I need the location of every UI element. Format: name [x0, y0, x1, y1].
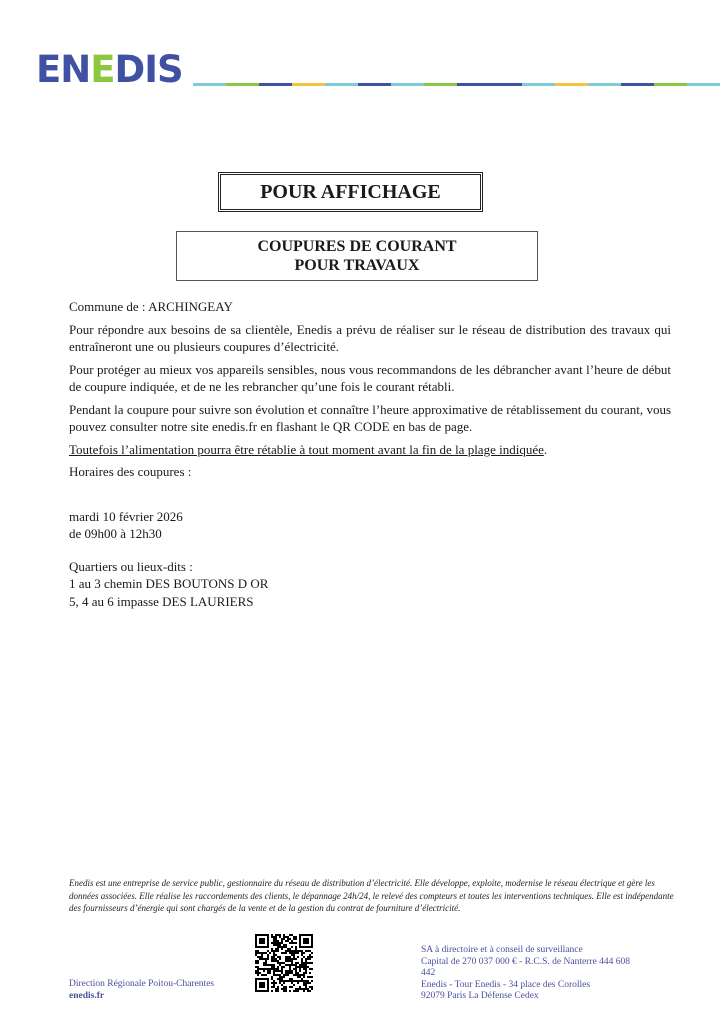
- legal-line: Capital de 270 037 000 € - R.C.S. de Nanterre 444 608 442: [421, 956, 630, 978]
- footer-direction-block: [69, 979, 249, 1002]
- rule-segment: [259, 83, 292, 86]
- rule-segment: [522, 83, 555, 86]
- rule-segment: [424, 83, 457, 86]
- subtitle-box: [176, 231, 538, 281]
- outage-date: mardi 10 février 2026: [69, 508, 183, 524]
- warning-text: Toutefois l’alimentation pourra être rétablie à tout moment avant la fin de la plage indiquée: [69, 441, 544, 457]
- rule-segment: [621, 83, 654, 86]
- warning-punct: .: [543, 441, 548, 457]
- footer-about: Enedis est une entreprise de service public, gestionnaire du réseau de distribution d’électricité. Elle développe, exploite, modernise le réseau électrique et gère les données associées. Elle réalise les raccordements des clients, le dépannage 24h/24, le relevé des compteurs et toutes les interventions techniques. Elle est indépendante des fournisseurs d’énergie qui sont chargés de la vente et de la gestion du contrat de fourniture d’électricité.: [69, 878, 674, 913]
- outage-time: de 09h00 à 12h30: [69, 526, 162, 541]
- warning: [69, 441, 671, 459]
- rule-segment: [654, 83, 687, 86]
- commune: Commune de : ARCHINGEAY: [69, 299, 233, 314]
- footer-site-link[interactable]: enedis.fr: [69, 990, 105, 1001]
- subtitle-line: POUR TRAVAUX: [294, 257, 420, 274]
- enedis-logo: [36, 48, 183, 91]
- footer-legal: [421, 945, 636, 1003]
- rule-segment: [555, 83, 588, 86]
- rule-segment: [489, 83, 522, 86]
- rule-segment: [193, 83, 226, 86]
- page-title: POUR AFFICHAGE: [218, 172, 483, 212]
- paragraph-advice: Pour protéger au mieux vos appareils sensibles, nous vous recommandons de les débrancher avant l’heure de début de coupure indiquée, et de ne les rebrancher qu’une fois le courant rétabli.: [69, 361, 671, 394]
- logo-text: DIS: [114, 48, 183, 91]
- rule-segment: [226, 83, 259, 86]
- legal-line: SA à directoire et à conseil de surveillance: [421, 945, 583, 955]
- legal-line: Enedis - Tour Enedis - 34 place des Corolles: [421, 979, 591, 990]
- rule-segment: [391, 83, 424, 86]
- logo-text: EN: [36, 48, 91, 91]
- rule-segment: [687, 83, 720, 86]
- paragraph-tracking: Pendant la coupure pour suivre son évolution et connaître l’heure approximative de rétablissement du courant, vous pouvez consulter notre site enedis.fr en flashant le QR CODE en bas de page.: [69, 401, 671, 434]
- header-color-rule: [193, 83, 720, 86]
- rule-segment: [457, 83, 490, 86]
- rule-segment: [292, 83, 325, 86]
- notice-body: [69, 298, 671, 610]
- place-item: 5, 4 au 6 impasse DES LAURIERS: [69, 593, 254, 609]
- place-item: 1 au 3 chemin DES BOUTONS D OR: [69, 576, 269, 591]
- rule-segment: [358, 83, 391, 86]
- paragraph-intro: Pour répondre aux besoins de sa clientèle, Enedis a prévu de réaliser sur le réseau de distribution des travaux qui entraîneront une ou plusieurs coupures d’électricité.: [69, 321, 671, 354]
- quartiers-label: Quartiers ou lieux-dits :: [69, 558, 193, 574]
- logo-text-accent: E: [90, 48, 115, 91]
- rule-segment: [325, 83, 358, 86]
- footer-direction: Direction Régionale Poitou-Charentes: [69, 979, 215, 989]
- rule-segment: [588, 83, 621, 86]
- horaires-label: Horaires des coupures :: [69, 464, 192, 479]
- qr-code[interactable]: [255, 934, 313, 992]
- subtitle-line: COUPURES DE COURANT: [257, 238, 457, 255]
- legal-line: 92079 Paris La Défense Cedex: [421, 991, 539, 1001]
